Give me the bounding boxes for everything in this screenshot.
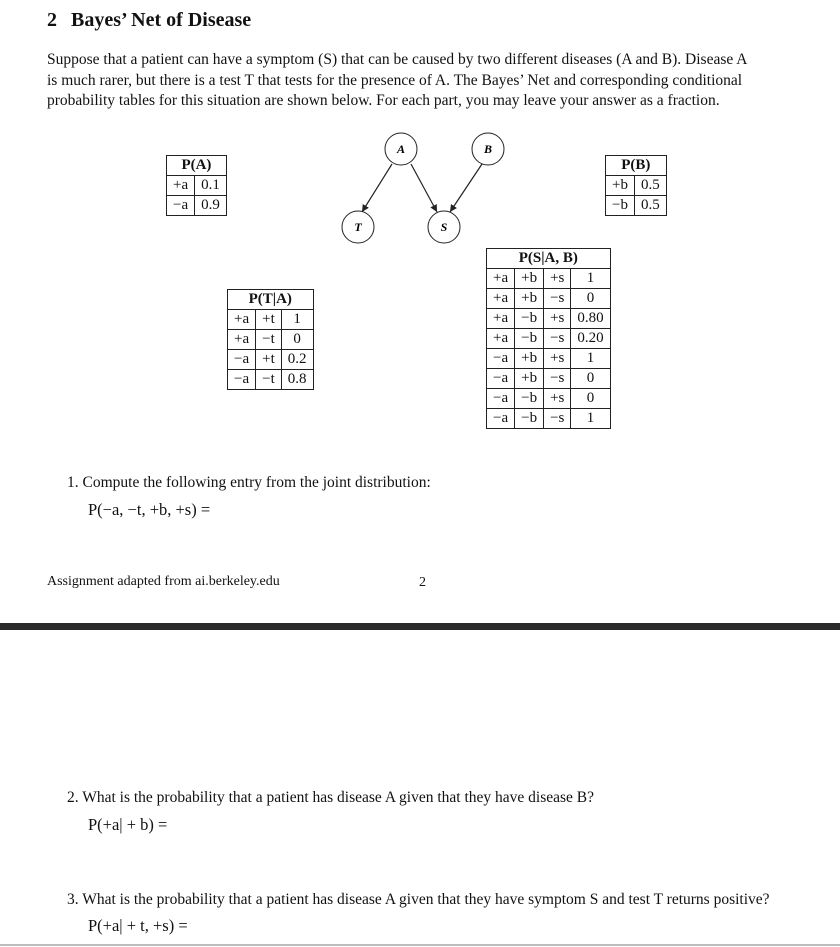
intro-line: probability tables for this situation are shown below. For each part, you may leave your answer as a fraction. [47,92,720,109]
cell: +a [487,269,515,289]
page-divider [0,623,840,630]
cell: 0 [571,289,610,309]
cell: +s [544,269,571,289]
cell: +a [487,309,515,329]
node-t [342,211,374,243]
cell: +a [487,289,515,309]
table-row [487,309,611,329]
table-row [487,329,611,349]
question-2-text: 2. What is the probability that a patient has disease A given that they have disease B? [67,789,595,806]
node-a [385,133,417,165]
table-p-a [166,155,227,216]
cell: +s [544,389,571,409]
bottom-border [0,944,840,946]
cell: −a [487,349,515,369]
table-row [228,370,314,390]
table-p-b [605,155,667,216]
node-b [472,133,504,165]
cell: +s [544,309,571,329]
cell: −a [228,350,256,370]
table-title: P(B) [606,156,667,176]
cell: +a [228,330,256,350]
cell: 0.1 [195,176,227,196]
cell: 0.5 [634,196,666,216]
cell: 0.8 [281,370,313,390]
node-t-label: T [354,220,362,234]
cell: −a [167,196,195,216]
cell: −t [256,370,282,390]
cell: 1 [281,310,313,330]
page-number: 2 [419,575,426,590]
cell: 1 [571,409,610,429]
table-row [167,196,227,216]
table-row [487,289,611,309]
table-p-t-given-a [227,289,314,390]
node-s-label: S [440,220,448,234]
question-3-formula: P(+a| + t, +s) = [88,916,188,935]
bayes-net-diagram [0,0,840,260]
cell: +a [487,329,515,349]
node-s [428,211,460,243]
question-2-formula: P(+a| + b) = [88,815,168,834]
cell: 0 [281,330,313,350]
cell: −s [544,329,571,349]
cell: +b [515,289,544,309]
cell: +b [515,349,544,369]
table-row [606,196,667,216]
question-3-text: 3. What is the probability that a patient has disease A given that they have symptom S and test T returns positive? [67,891,770,908]
edge-a-s [411,164,437,212]
cell: +s [544,349,571,369]
cell: 0.80 [571,309,610,329]
cell: 1 [571,349,610,369]
table-row [487,269,611,289]
cell: −a [487,369,515,389]
table-row [167,176,227,196]
table-p-s-given-a-b [486,248,611,429]
table-row [487,369,611,389]
cell: −b [515,309,544,329]
cell: −s [544,409,571,429]
node-b-label: B [483,142,493,156]
section-title: Bayes’ Net of Disease [71,9,252,31]
cell: −s [544,369,571,389]
question-1-formula: P(−a, −t, +b, +s) = [88,500,211,519]
table-title: P(A) [167,156,227,176]
cell: −b [515,329,544,349]
edge-a-t [362,164,392,212]
cell: 1 [571,269,610,289]
cell: −a [487,389,515,409]
cell: −a [487,409,515,429]
cell: +t [256,350,282,370]
cell: −t [256,330,282,350]
table-row [228,350,314,370]
cell: +t [256,310,282,330]
table-row [487,409,611,429]
intro-line: is much rarer, but there is a test T that tests for the presence of A. The Bayes’ Net and corresponding conditional [47,71,743,89]
cell: −b [606,196,635,216]
table-row [228,330,314,350]
cell: 0.5 [634,176,666,196]
edge-b-s [450,164,482,212]
table-row [487,349,611,369]
cell: 0.20 [571,329,610,349]
cell: −b [515,389,544,409]
cell: −b [515,409,544,429]
cell: 0 [571,369,610,389]
table-title: P(S|A, B) [487,249,611,269]
table-row [487,389,611,409]
cell: +b [515,269,544,289]
question-1-text: 1. Compute the following entry from the joint distribution: [67,474,431,491]
table-row [606,176,667,196]
cell: +a [228,310,256,330]
section-number: 2 [47,9,57,31]
cell: 0.9 [195,196,227,216]
table-row [228,310,314,330]
cell: −s [544,289,571,309]
cell: −a [228,370,256,390]
cell: +b [606,176,635,196]
table-title: P(T|A) [228,290,314,310]
cell: +b [515,369,544,389]
cell: 0.2 [281,350,313,370]
intro-line: Suppose that a patient can have a symptom (S) that can be caused by two different diseases (A and B). Disease A [47,51,748,68]
footer-credit: Assignment adapted from ai.berkeley.edu [47,574,280,589]
node-a-label: A [396,142,406,156]
cell: +a [167,176,195,196]
cell: 0 [571,389,610,409]
